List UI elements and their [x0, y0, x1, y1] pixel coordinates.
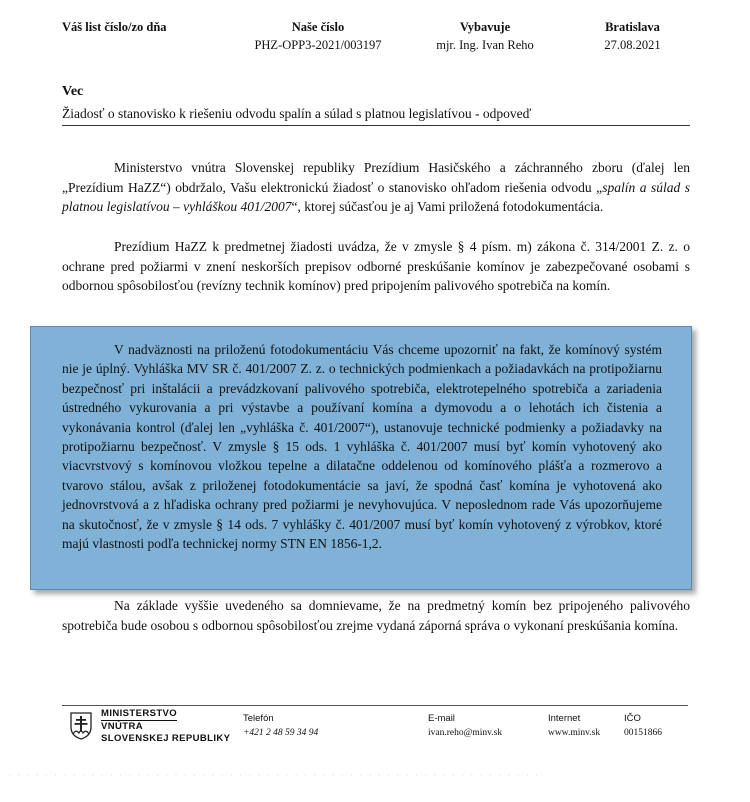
- email-value: ivan.reho@minv.sk: [428, 728, 503, 738]
- our-number-column: [228, 18, 408, 54]
- our-number-label: Naše číslo: [291, 20, 345, 34]
- internet-label: Internet: [548, 713, 581, 724]
- letter-header: [0, 18, 750, 58]
- footer-internet: [548, 712, 600, 740]
- paragraph-1-end: “, ktorej súčasťou je aj Vami priložená fotodokumentácia.: [291, 199, 604, 214]
- paragraph-1: [62, 158, 690, 217]
- your-letter-column: [62, 18, 167, 36]
- email-label: E-mail: [428, 713, 455, 724]
- phone-label: Telefón: [243, 713, 274, 724]
- ministry-line-3: SLOVENSKEJ REPUBLIKY: [101, 733, 231, 744]
- scan-noise-strip: · · · · · · · · · · · · · · · · · · · · · · · · · · · · · · · · · · · · · · · · · · · · · · · · · · · · · · · · · ·: [8, 770, 541, 780]
- footer-ico: [624, 712, 662, 740]
- subject-line: Žiadosť o stanovisko k riešeniu odvodu spalín a súlad s platnou legislatívou - odpoveď: [62, 106, 690, 126]
- paragraph-4: Na základe vyššie uvedeného sa domnievame, že na predmetný komín bez pripojeného palivového spotrebiča bude osobou s odbornou spôsobilosťou zrejme vydaná záporná správa o vykonaní preskúšania komína.: [62, 598, 690, 633]
- slovak-coat-of-arms-icon: [70, 712, 92, 740]
- our-number-value: PHZ-OPP3-2021/003197: [254, 38, 382, 52]
- footer-divider: [62, 705, 688, 706]
- paragraph-1-italic: spalín a súlad s platnou legislatívou – vyhláškou 401/2007: [62, 179, 691, 214]
- footer-email: [428, 712, 502, 740]
- footer-phone: [243, 712, 318, 740]
- internet-value: www.minv.sk: [548, 728, 601, 738]
- date-value: 27.08.2021: [604, 38, 661, 52]
- paragraph-2: Prezídium HaZZ k predmetnej žiadosti uvádza, že v zmysle § 4 písm. m) zákona č. 314/2001 Z. z. o ochrane pred požiarmi v znení neskorších prepisov odborné preskúšanie komínov je zabezpečované osobami s odbornou spôsobilosťou (revízny technik komínov) pred pripojením palivového spotrebiča na komín.: [62, 239, 690, 293]
- handled-by-column: [410, 18, 560, 54]
- ico-label: IČO: [624, 713, 641, 724]
- place-date-column: [580, 18, 685, 54]
- phone-value: +421 2 48 59 34 94: [243, 728, 319, 738]
- handled-by-label: Vybavuje: [459, 20, 511, 34]
- ministry-line-2: VNÚTRA: [101, 721, 143, 732]
- city-label: Bratislava: [605, 20, 660, 34]
- ministry-logotype: [101, 708, 230, 745]
- paragraph-1-start: Ministerstvo vnútra Slovenskej republiky Prezídium Hasičského a záchranného zboru (ďalej len „Prezídium HaZZ“) obdržalo, Vašu elektronickú žiadosť o stanovisko ohľadom riešenia odvodu „: [62, 160, 690, 195]
- your-letter-label: Váš list číslo/zo dňa: [62, 20, 167, 34]
- paragraph-3-highlighted: V nadväznosti na priloženú fotodokumentáciu Vás chceme upozorniť na fakt, že komínový systém nie je úplný. Vyhláška MV SR č. 401/2007 Z. z. o technických podmienkach a požiadavkách na protipožiarnu bezpečnosť pri inštalácii a prevádzkovaní palivového spotrebiča, elektrotepelného spotrebiča a zariadenia ústredného vykurovania a pri výstavbe a používaní komína a dymovodu a o lehotách ich čistenia a vykonávania kontrol (ďalej len „vyhláška č. 401/2007“), ustanovuje technické podmienky a požiadavky na protipožiarnu bezpečnosť. V zmysle § 15 ods. 1 vyhláška č. 401/2007 musí byť komín vyhotovený ako viacvrstvový s komínovou vložkou tepelne a dilatačne oddelenou od komínového plášťa a rozmerovo a tvarovo stálou, avšak z priloženej fotodokumentácie sa javí, že spodná časť komína je vyhotovená ako jednovrstvová a z hľadiska ochrany pred požiarmi je nevyhovujúca. V neposlednom rade Vás upozorňujeme na skutočnosť, že v zmysle § 14 ods. 7 vyhlášky č. 401/2007 musí byť komín vyhotovený z výrobkov, ktoré majú vlastnosti podľa technickej normy STN EN 1856-1,2.: [62, 342, 662, 552]
- ministry-line-1: MINISTERSTVO: [101, 708, 178, 719]
- ico-value: 00151866: [624, 728, 662, 738]
- handled-by-value: mjr. Ing. Ivan Reho: [436, 38, 534, 52]
- subject-title: Vec: [62, 84, 84, 99]
